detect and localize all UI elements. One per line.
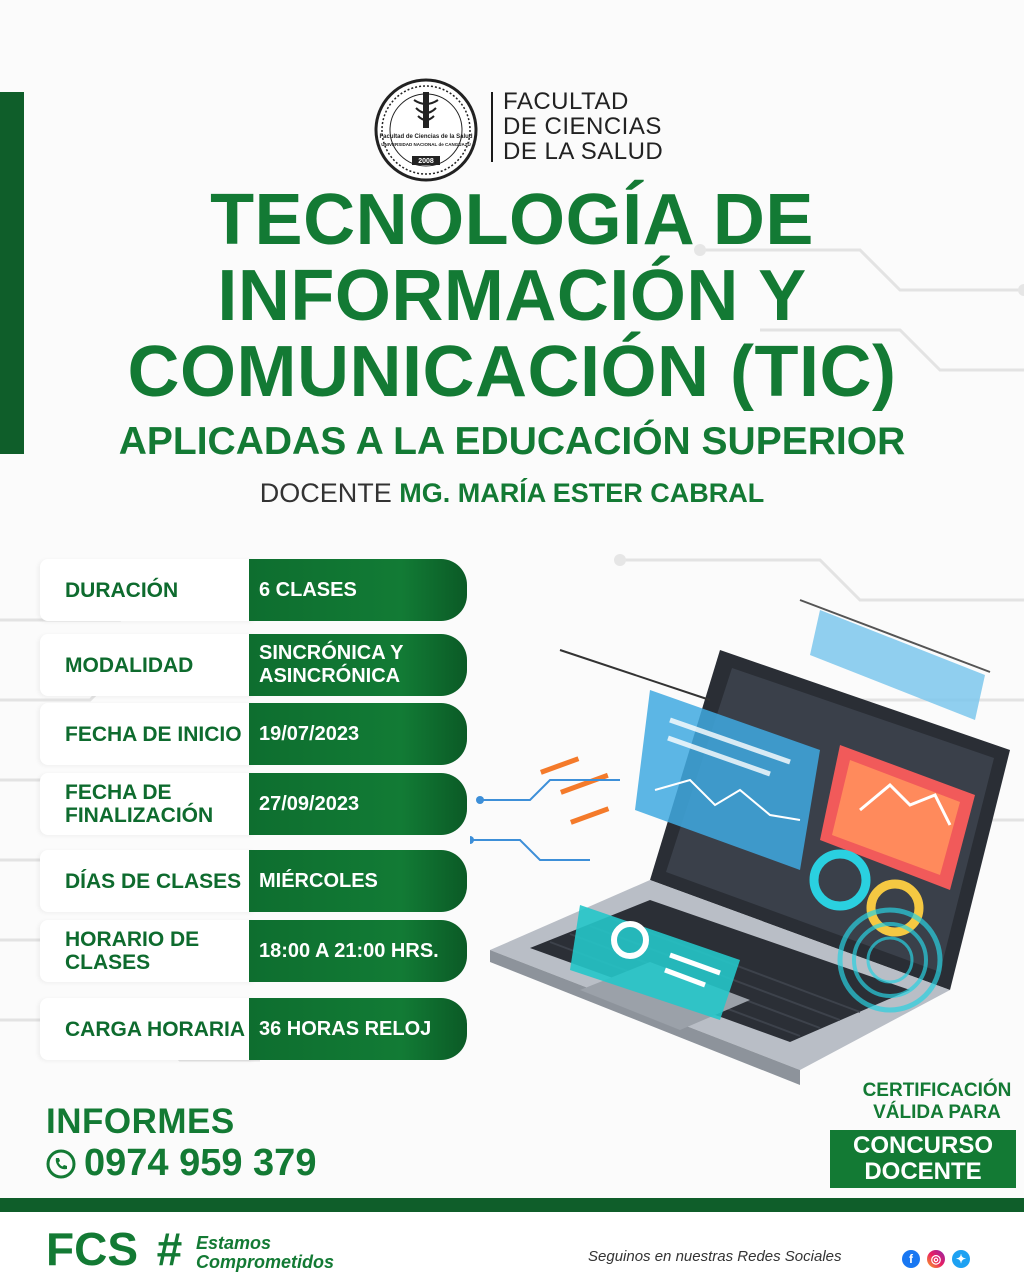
detail-row-class-days — [40, 850, 470, 912]
contact-phone[interactable] — [46, 1142, 316, 1185]
teacher-prefix: DOCENTE — [259, 478, 392, 508]
svg-text:Facultad de Ciencias de la Sal: Facultad de Ciencias de la Salud — [379, 134, 473, 140]
detail-label: DÍAS DE CLASES — [40, 850, 255, 912]
detail-label: HORARIO DE CLASES — [40, 920, 255, 982]
detail-row-modality — [40, 634, 470, 696]
footer — [0, 1212, 1024, 1280]
faculty-line: DE CIENCIAS — [503, 113, 662, 140]
detail-value: 19/07/2023 — [246, 703, 467, 765]
teacher-line — [0, 478, 1024, 509]
tagline-line-2: Comprometidos — [196, 1252, 335, 1272]
instagram-icon[interactable]: ◎ — [927, 1250, 945, 1268]
detail-label: MODALIDAD — [40, 634, 255, 696]
detail-value: SINCRÓNICA Y ASINCRÓNICA — [246, 634, 467, 696]
phone-number: 0974 959 379 — [84, 1142, 317, 1184]
detail-value: 6 CLASES — [246, 559, 467, 621]
detail-row-workload — [40, 998, 470, 1060]
facebook-icon[interactable]: f — [902, 1250, 920, 1268]
detail-row-duration — [40, 559, 470, 621]
detail-value: MIÉRCOLES — [246, 850, 467, 912]
detail-value: 18:00 A 21:00 HRS. — [246, 920, 467, 982]
detail-value: 27/09/2023 — [246, 773, 467, 835]
detail-row-end-date — [40, 773, 470, 835]
detail-value: 36 HORAS RELOJ — [246, 998, 467, 1060]
twitter-icon[interactable]: ✦ — [952, 1250, 970, 1268]
logo-divider — [491, 92, 493, 162]
detail-row-start-date — [40, 703, 470, 765]
faculty-line: DE LA SALUD — [503, 138, 664, 165]
svg-text:UNIVERSIDAD NACIONAL de CANGUA: UNIVERSIDAD NACIONAL de CANGUAZÚ — [381, 142, 471, 147]
detail-label: CARGA HORARIA — [40, 998, 255, 1060]
detail-label: DURACIÓN — [40, 559, 255, 621]
certification-note: CERTIFICACIÓN VÁLIDA PARA — [862, 1080, 1012, 1123]
social-follow-text: Seguinos en nuestras Redes Sociales — [588, 1248, 842, 1265]
phone-icon — [46, 1149, 76, 1179]
footer-divider — [0, 1198, 1024, 1212]
detail-label: FECHA DE INICIO — [40, 703, 255, 765]
svg-text:2008: 2008 — [418, 158, 434, 165]
contact-heading: INFORMES — [46, 1102, 235, 1141]
laptop-illustration — [470, 590, 1024, 1090]
footer-brand: FCS — [46, 1223, 138, 1275]
subtitle: APLICADAS A LA EDUCACIÓN SUPERIOR — [118, 420, 906, 463]
faculty-line: FACULTAD — [503, 88, 629, 115]
footer-tagline — [196, 1234, 334, 1272]
detail-row-schedule — [40, 920, 470, 982]
title-line-2: INFORMACIÓN Y — [217, 256, 807, 336]
faculty-name — [503, 89, 663, 164]
tagline-line-1: Estamos — [196, 1233, 272, 1253]
footer-hash: # — [156, 1223, 182, 1275]
university-seal-logo — [374, 78, 478, 182]
certification-badge: CONCURSO DOCENTE — [830, 1130, 1016, 1188]
detail-label: FECHA DE FINALIZACIÓN — [40, 773, 255, 835]
title-line-1: TECNOLOGÍA DE — [210, 180, 814, 260]
teacher-name: MG. MARÍA ESTER CABRAL — [399, 478, 765, 508]
title-line-3: COMUNICACIÓN (TIC) — [127, 332, 897, 412]
